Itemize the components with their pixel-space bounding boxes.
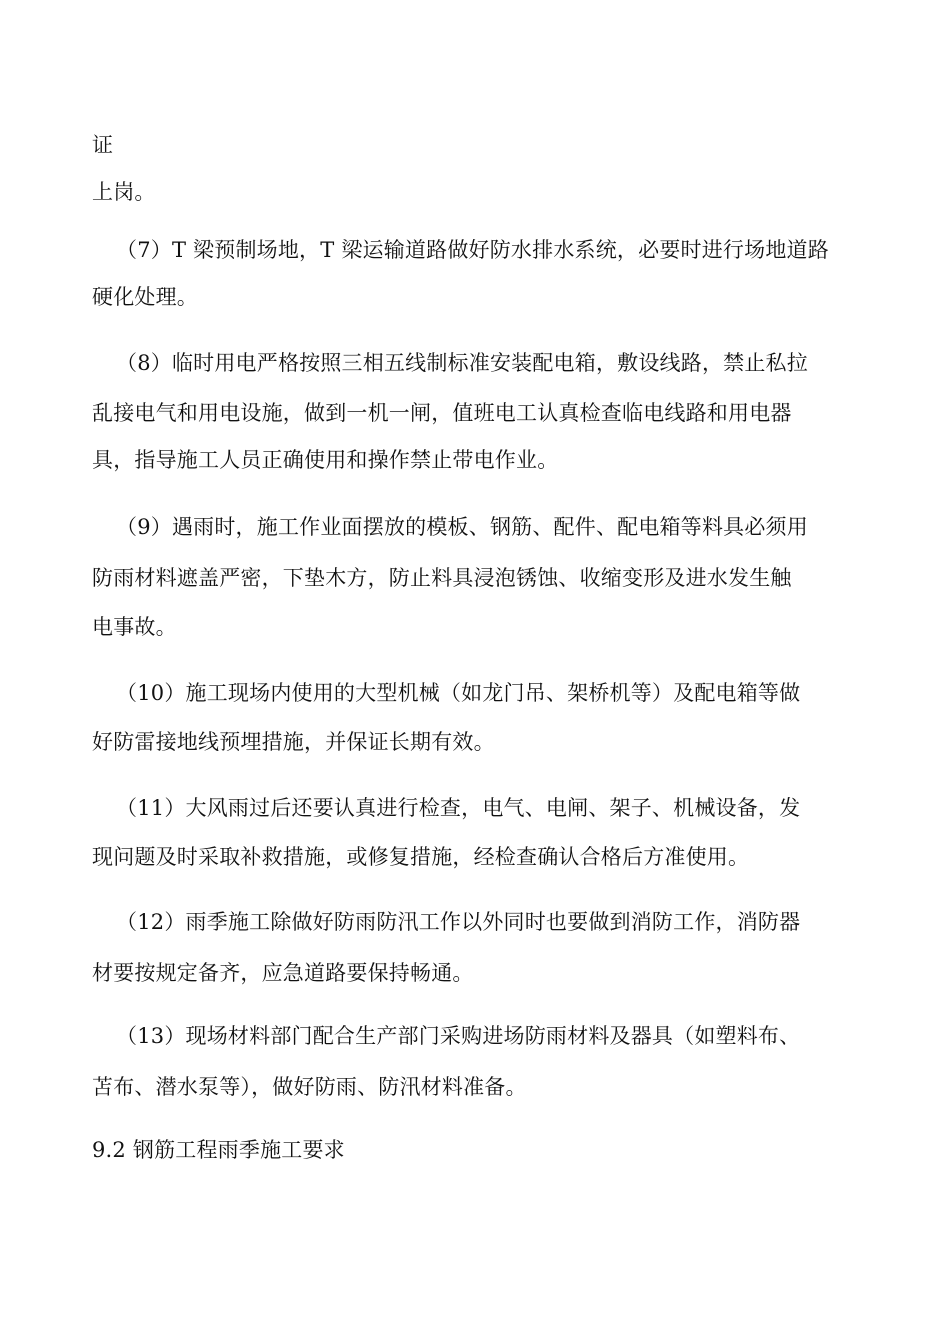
paragraph-8-line-2: 乱接电气和用电设施，做到一机一闸，值班电工认真检查临电线路和用电器 — [92, 401, 792, 425]
paragraph-11-line-1: （11）大风雨过后还要认真进行检查，电气、电闸、架子、机械设备，发 — [116, 796, 801, 820]
paragraph-12-line-2: 材要按规定备齐，应急道路要保持畅通。 — [92, 961, 474, 985]
paragraph-13-line-1: （13）现场材料部门配合生产部门采购进场防雨材料及器具（如塑料布、 — [116, 1024, 801, 1048]
paragraph-10-line-2: 好防雷接地线预埋措施，并保证长期有效。 — [92, 730, 495, 754]
paragraph-11-line-2: 现问题及时采取补救措施，或修复措施，经检查确认合格后方准使用。 — [92, 845, 750, 869]
paragraph-7-line-1: （7）T 梁预制场地，T 梁运输道路做好防水排水系统，必要时进行场地道路 — [116, 238, 829, 262]
paragraph-8-line-1: （8）临时用电严格按照三相五线制标准安装配电箱，敷设线路，禁止私拉 — [116, 351, 808, 375]
paragraph-8-line-3: 具，指导施工人员正确使用和操作禁止带电作业。 — [92, 448, 559, 472]
paragraph-10-line-1: （10）施工现场内使用的大型机械（如龙门吊、架桥机等）及配电箱等做 — [116, 681, 801, 705]
paragraph-7-line-2: 硬化处理。 — [92, 285, 198, 309]
paragraph-9-line-2: 防雨材料遮盖严密，下垫木方，防止料具浸泡锈蚀、收缩变形及进水发生触 — [92, 566, 792, 590]
section-heading-9-2: 9.2 钢筋工程雨季施工要求 — [92, 1138, 345, 1162]
paragraph-13-line-2: 苫布、潜水泵等），做好防雨、防汛材料准备。 — [92, 1075, 527, 1099]
paragraph-9-line-1: （9）遇雨时，施工作业面摆放的模板、钢筋、配件、配电箱等料具必须用 — [116, 515, 808, 539]
paragraph-9-line-3: 电事故。 — [92, 615, 177, 639]
text-line-fragment: 上岗。 — [92, 180, 156, 204]
paragraph-12-line-1: （12）雨季施工除做好防雨防汛工作以外同时也要做到消防工作，消防器 — [116, 910, 801, 934]
text-line-fragment: 证 — [92, 133, 114, 157]
